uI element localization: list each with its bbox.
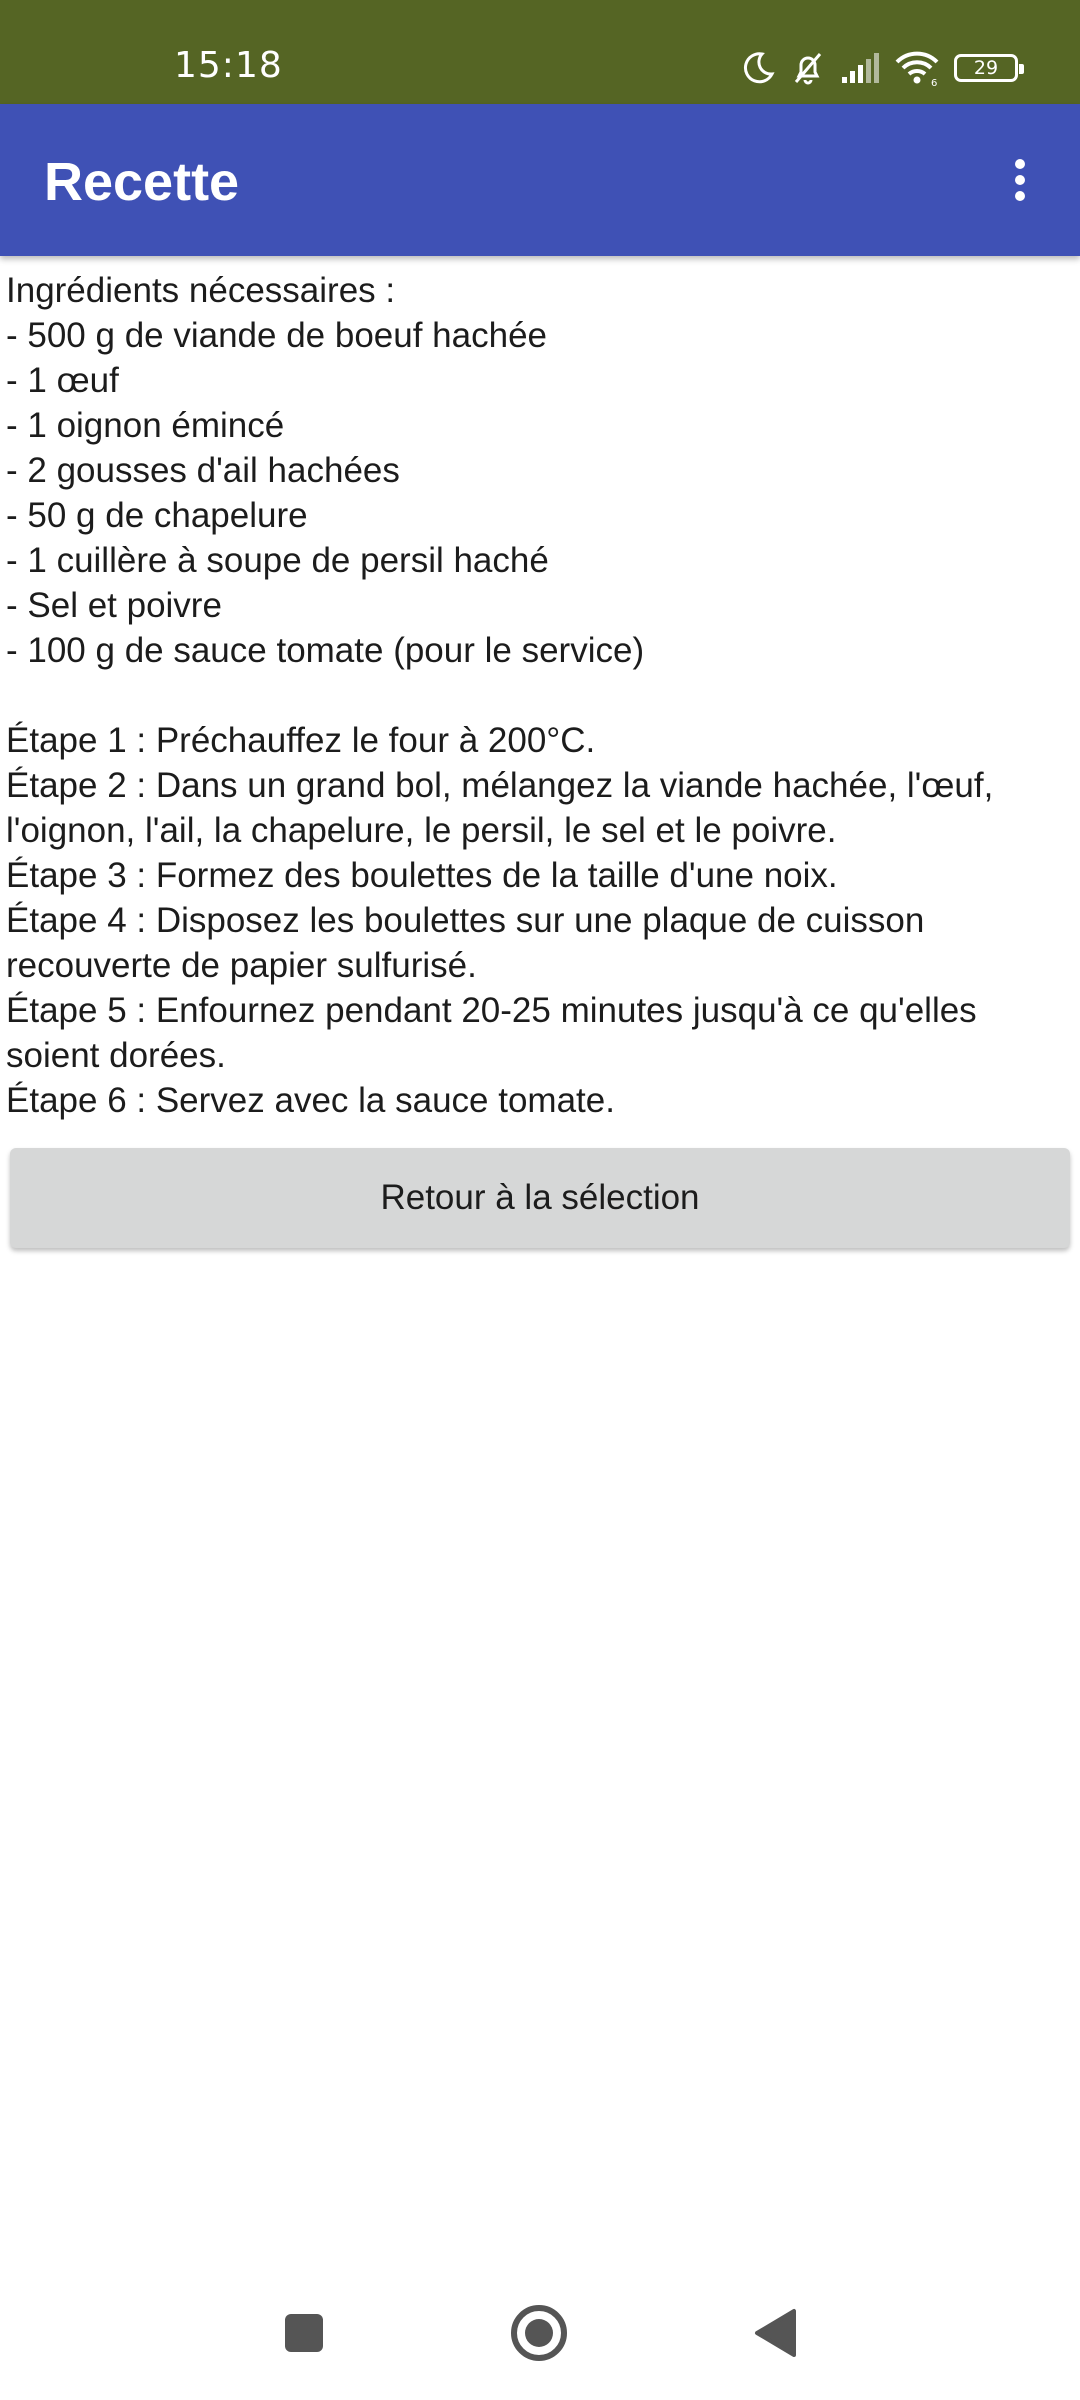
back-nav-button[interactable]: [729, 2288, 819, 2378]
recents-icon: [284, 2313, 324, 2353]
recipe-text: Ingrédients nécessaires : - 500 g de viande de boeuf hachée - 1 œuf - 1 oignon émincé - 2 gousses d'ail hachées - 50 g de chapelure - 1 cuillère à soupe de persil haché - Sel et poivre - 100 g de sauce tomate (pour le service) Étape 1 : Préchauffez le four à 200°C. Étape 2 : Dans un grand bol, mélangez la viande hachée, l'œuf, l'oignon, l'ail, la chapelure, le persil, le sel et le poivre. Étape 3 : Formez des boulettes de la taille d'une noix. Étape 4 : Disposez les boulettes sur une plaque de cuisson recouverte de papier sulfurisé. Étape 5 : Enfournez pendant 20-25 minutes jusqu'à ce qu'elles soient dorées. Étape 6 : Servez avec la sauce tomate.: [6, 271, 994, 1120]
svg-text:6: 6: [931, 78, 938, 87]
home-icon: [509, 2303, 569, 2363]
moon-icon: [740, 50, 776, 86]
app-bar: [0, 104, 1080, 256]
back-icon: [752, 2308, 796, 2358]
recents-button[interactable]: [259, 2288, 349, 2378]
home-button[interactable]: [494, 2288, 584, 2378]
wifi-icon: [894, 49, 940, 87]
battery-level: 29: [973, 57, 999, 79]
page-title: Recette: [44, 152, 240, 212]
back-to-selection-button[interactable]: Retour à la sélection: [10, 1148, 1070, 1248]
signal-icon: [840, 51, 880, 85]
navigation-bar: [0, 2288, 1080, 2378]
status-bar: [0, 0, 1080, 104]
battery-icon: [954, 54, 1018, 82]
status-icons: [740, 46, 1018, 90]
more-vert-icon: [1012, 156, 1028, 204]
status-time: 15:18: [174, 45, 283, 86]
more-options-button[interactable]: [984, 144, 1056, 216]
bell-off-icon: [790, 50, 826, 86]
